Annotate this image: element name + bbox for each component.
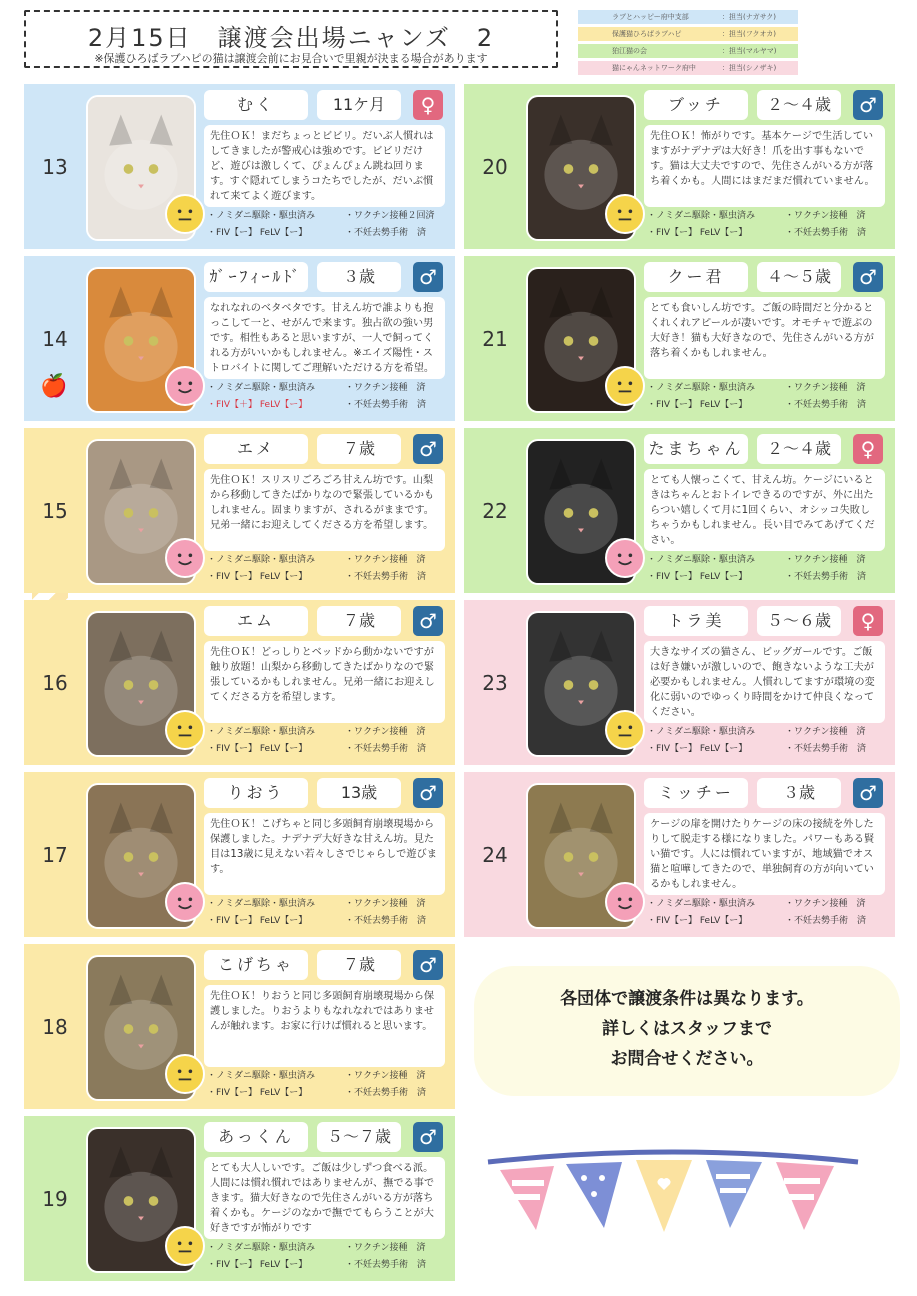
legend-item-green — [578, 44, 798, 58]
fiv-felv-status: ・FIV【ー】 FeLV【ー】 — [207, 1260, 308, 1270]
fiv-felv-status: ・FIV【ー】 FeLV【ー】 — [207, 1088, 308, 1098]
cat-medical-status — [647, 208, 887, 242]
cat-card — [24, 944, 455, 1109]
cat-number: 22 — [482, 498, 508, 523]
cat-age: 13歳 — [317, 778, 401, 808]
legend-item-yellow — [578, 27, 798, 41]
cat-age: ２〜４歳 — [757, 90, 841, 120]
cat-card — [24, 84, 455, 249]
cat-description: 先住ＯＫ！りおうと同じ多頭飼育崩壊現場から保護しました。りおうよりもなれなれではありませんが触れます。お家に行けば慣れると思います。 — [204, 985, 445, 1067]
deworm-status: ・ノミダニ駆除・駆虫済み — [647, 727, 756, 737]
cat-name: たまちゃん — [644, 434, 748, 464]
vaccine-status: ・ワクチン接種 済 — [785, 899, 866, 909]
vaccine-status: ・ワクチン接種 済 — [345, 1071, 426, 1081]
cat-description: 先住ＯＫ！こげちゃと同じ多頭飼育崩壊現場から保護しました。ナデナデ大好きな甘えん坊。見た目は13歳に見えない若々しさでじゃらしで遊びます。 — [204, 813, 445, 895]
cat-name: ミッチー — [644, 778, 748, 808]
fiv-felv-status: ・FIV【ー】 FeLV【ー】 — [207, 916, 308, 926]
heart-face-icon — [165, 538, 205, 578]
cat-name: ブッチ — [644, 90, 748, 120]
deworm-status: ・ノミダニ駆除・駆虫済み — [647, 555, 756, 565]
neutral-face-icon — [605, 194, 645, 234]
legend-staff: ：担当(フクオカ) — [722, 30, 777, 38]
notice-line: お問合せください。 — [610, 1049, 764, 1069]
neutral-face-icon — [165, 1226, 205, 1266]
fiv-felv-status: ・FIV【＋】 FeLV【ー】 — [207, 400, 308, 410]
deworm-status: ・ノミダニ駆除・駆虫済み — [207, 1243, 316, 1253]
male-icon: ♂ — [413, 606, 443, 636]
deworm-status: ・ノミダニ駆除・駆虫済み — [207, 383, 316, 393]
cat-number: 18 — [42, 1014, 68, 1039]
legend-staff: ：担当(ナガサク) — [722, 13, 777, 21]
neuter-status: ・不妊去勢手術 済 — [345, 1088, 427, 1098]
cat-name: クー君 — [644, 262, 748, 292]
male-icon: ♂ — [413, 1122, 443, 1152]
male-icon: ♂ — [413, 778, 443, 808]
cat-medical-status — [647, 896, 887, 930]
notice-line: 各団体で譲渡条件は異なります。 — [560, 989, 814, 1009]
cat-medical-status — [207, 208, 447, 242]
fiv-felv-status: ・FIV【ー】 FeLV【ー】 — [207, 228, 308, 238]
neuter-status: ・不妊去勢手術 済 — [785, 400, 867, 410]
cat-medical-status — [207, 1240, 447, 1274]
cat-name: りおう — [204, 778, 308, 808]
cat-age: ７歳 — [317, 434, 401, 464]
cat-description: とても大人しいです。ご飯は少しずつ食べる派。人間には慣れ慣れではありませんが、撫でる事できます。猫大好きなので先住さんがいる方が落ち着くかも。ケージのなかで撫でてもらうことが大好きですが怖がりです — [204, 1157, 445, 1239]
bunting-decoration — [484, 1148, 862, 1258]
female-icon: ♀ — [853, 434, 883, 464]
cat-age: ５〜６歳 — [757, 606, 841, 636]
cat-number: 13 — [42, 154, 68, 179]
notice-box — [474, 966, 900, 1096]
cat-age: ２〜４歳 — [757, 434, 841, 464]
page-subtitle: ※保護ひろばラブハピの猫は譲渡会前にお見合いで里親が決まる場合があります — [94, 52, 488, 65]
fiv-felv-status: ・FIV【ー】 FeLV【ー】 — [647, 744, 748, 754]
cat-number: 20 — [482, 154, 508, 179]
neuter-status: ・不妊去勢手術 済 — [785, 916, 867, 926]
cat-age: ３歳 — [757, 778, 841, 808]
fiv-felv-status: ・FIV【ー】 FeLV【ー】 — [647, 572, 748, 582]
cat-name: エム — [204, 606, 308, 636]
cat-name: こげちゃ — [204, 950, 308, 980]
fiv-felv-status: ・FIV【ー】 FeLV【ー】 — [647, 400, 748, 410]
cat-card — [464, 256, 895, 421]
neuter-status: ・不妊去勢手術 済 — [345, 228, 427, 238]
cat-age: ３歳 — [317, 262, 401, 292]
cat-description: 先住ＯＫ！スリスリごろごろ甘えん坊です。山梨から移動してきたばかりなので緊張しているかもしれません。固まりますが、されるがままです。兄弟一緒にお迎えしてくださる方を希望します。 — [204, 469, 445, 551]
cat-name: あっくん — [204, 1122, 308, 1152]
neuter-status: ・不妊去勢手術 済 — [785, 572, 867, 582]
cat-number: 14 — [42, 326, 68, 351]
heart-face-icon — [165, 882, 205, 922]
heart-face-icon — [605, 882, 645, 922]
cat-description: とても食いしん坊です。ご飯の時間だと分かるとくれくれアピールが凄いです。オモチャで遊ぶの大好き！猫も大好きなので、先住さんがいる方が落ち着くかもしれません。 — [644, 297, 885, 379]
cat-card — [24, 772, 455, 937]
male-icon: ♂ — [853, 262, 883, 292]
cat-number: 23 — [482, 670, 508, 695]
deworm-status: ・ノミダニ駆除・駆虫済み — [207, 727, 316, 737]
legend-org: 猫にゃんネットワーク府中 — [612, 64, 696, 72]
cat-medical-status — [207, 552, 447, 586]
cat-number: 24 — [482, 842, 508, 867]
cat-number: 15 — [42, 498, 68, 523]
legend-item-blue — [578, 10, 798, 24]
deworm-status: ・ノミダニ駆除・駆虫済み — [207, 211, 316, 221]
cat-medical-status — [207, 724, 447, 758]
deworm-status: ・ノミダニ駆除・駆虫済み — [647, 899, 756, 909]
male-icon: ♂ — [853, 90, 883, 120]
page-title: 2月15日 譲渡会出場ニャンズ 2 — [87, 24, 495, 52]
cat-card — [464, 600, 895, 765]
vaccine-status: ・ワクチン接種 済 — [785, 555, 866, 565]
male-icon: ♂ — [853, 778, 883, 808]
male-icon: ♂ — [413, 950, 443, 980]
deworm-status: ・ノミダニ駆除・駆虫済み — [647, 383, 756, 393]
cat-card — [24, 428, 455, 593]
vaccine-status: ・ワクチン接種 済 — [785, 383, 866, 393]
deworm-status: ・ノミダニ駆除・駆虫済み — [207, 555, 316, 565]
cat-name: ｶﾞｰﾌｨｰﾙﾄﾞ — [204, 262, 308, 292]
male-icon: ♂ — [413, 262, 443, 292]
cat-description: ケージの扉を開けたりケージの床の接続を外したりして脱走する様になりました。パワーもある賢い猫です。人には慣れていますが、地域猫でオス猫と喧嘩してきたので、単独飼育の方が向いているかもしれません。 — [644, 813, 885, 895]
cat-age: ７歳 — [317, 950, 401, 980]
cat-description: なれなれのベタベタです。甘えん坊で誰よりも抱っこして一と、せがんで来ます。独占欲の強い男です。相性もあると思いますが、一人で飼ってくれる方がいいかもしれません。※エイズ陽性・ストロバイトに関してご理解いただける方を希望。 — [204, 297, 445, 379]
vaccine-status: ・ワクチン接種 済 — [345, 899, 426, 909]
cat-name: トラ美 — [644, 606, 748, 636]
cat-medical-status — [207, 380, 447, 414]
neuter-status: ・不妊去勢手術 済 — [785, 744, 867, 754]
cat-card — [24, 1116, 455, 1281]
cat-description: 先住ＯＫ！まだちょっとビビリ。だいぶ人慣れはしてきましたが警戒心は強めです。ビビリだけど、遊びは激しくて、ぴょんぴょん跳ね回ります。すぐ隠れてしまうコたちでしたが、だいぶ慣れて来てよく遊びます。 — [204, 125, 445, 207]
female-icon: ♀ — [853, 606, 883, 636]
apple-icon: 🍎 — [40, 374, 68, 399]
neuter-status: ・不妊去勢手術 済 — [345, 916, 427, 926]
fiv-felv-status: ・FIV【ー】 FeLV【ー】 — [647, 916, 748, 926]
cat-medical-status — [647, 552, 887, 586]
heart-face-icon — [605, 538, 645, 578]
fiv-felv-status: ・FIV【ー】 FeLV【ー】 — [207, 744, 308, 754]
deworm-status: ・ノミダニ駆除・駆虫済み — [207, 899, 316, 909]
cat-medical-status — [207, 1068, 447, 1102]
cat-card — [464, 428, 895, 593]
cat-number: 16 — [42, 670, 68, 695]
deworm-status: ・ノミダニ駆除・駆虫済み — [207, 1071, 316, 1081]
neuter-status: ・不妊去勢手術 済 — [345, 572, 427, 582]
notice-line: 詳しくはスタッフまで — [602, 1019, 772, 1039]
neuter-status: ・不妊去勢手術 済 — [345, 1260, 427, 1270]
cat-number: 21 — [482, 326, 508, 351]
vaccine-status: ・ワクチン接種 済 — [785, 727, 866, 737]
cat-number: 19 — [42, 1186, 68, 1211]
fiv-felv-status: ・FIV【ー】 FeLV【ー】 — [647, 228, 748, 238]
vaccine-status: ・ワクチン接種 済 — [345, 383, 426, 393]
cat-card — [24, 256, 455, 421]
cat-name: むく — [204, 90, 308, 120]
page-header — [24, 10, 558, 68]
vaccine-status: ・ワクチン接種２回済 — [345, 211, 435, 221]
cat-description: 大きなサイズの猫さん、ビッグガールです。ご飯は好き嫌いが激しいので、飽きないような工夫が必要かもしれません。人慣れしてますが環境の変化に弱いのでゆっくり時間をかけて仲良くなってください。 — [644, 641, 885, 723]
legend-org: 保護猫ひろばラブハピ — [612, 30, 682, 38]
cat-card — [24, 600, 455, 765]
cat-name: エメ — [204, 434, 308, 464]
cat-medical-status — [647, 380, 887, 414]
vaccine-status: ・ワクチン接種 済 — [345, 555, 426, 565]
legend-org: ラブとハッピー府中支部 — [612, 13, 689, 21]
legend-staff: ：担当(マルヤマ) — [722, 47, 777, 55]
male-icon: ♂ — [413, 434, 443, 464]
legend-org: 狛江猫の会 — [612, 47, 647, 55]
vaccine-status: ・ワクチン接種 済 — [345, 1243, 426, 1253]
cat-number: 17 — [42, 842, 68, 867]
cat-age: ５〜７歳 — [317, 1122, 401, 1152]
neutral-face-icon — [165, 710, 205, 750]
vaccine-status: ・ワクチン接種 済 — [785, 211, 866, 221]
fiv-felv-status: ・FIV【ー】 FeLV【ー】 — [207, 572, 308, 582]
female-icon: ♀ — [413, 90, 443, 120]
neutral-face-icon — [165, 1054, 205, 1094]
neutral-face-icon — [605, 710, 645, 750]
neutral-face-icon — [165, 194, 205, 234]
cat-card — [464, 84, 895, 249]
neutral-face-icon — [605, 366, 645, 406]
neuter-status: ・不妊去勢手術 済 — [345, 744, 427, 754]
cat-medical-status — [647, 724, 887, 758]
cat-description: とても人懐っこくて、甘えん坊。ケージにいるときはちゃんとおトイレできるのですが、外に出たらつい嬉しくて月に1回くらい、オシッコ失敗しちゃうかもしれません。長い目でみてあげてください。 — [644, 469, 885, 551]
legend-item-pink — [578, 61, 798, 75]
cat-medical-status — [207, 896, 447, 930]
cat-card — [464, 772, 895, 937]
vaccine-status: ・ワクチン接種 済 — [345, 727, 426, 737]
cat-description: 先住ＯＫ！どっしりとベッドから動かないですが触り放題！山梨から移動してきたばかりなので緊張しているかもしれません。兄弟一緒にお迎えしてくださる方を希望します。 — [204, 641, 445, 723]
cat-age: 11ケ月 — [317, 90, 401, 120]
cat-age: ４〜５歳 — [757, 262, 841, 292]
heart-face-icon — [165, 366, 205, 406]
neuter-status: ・不妊去勢手術 済 — [345, 400, 427, 410]
cat-age: ７歳 — [317, 606, 401, 636]
deworm-status: ・ノミダニ駆除・駆虫済み — [647, 211, 756, 221]
neuter-status: ・不妊去勢手術 済 — [785, 228, 867, 238]
cat-description: 先住ＯＫ！怖がりです。基本ケージで生活していますがナデナデは大好き！爪を出す事もないです。猫は大丈夫ですので、先住さんがいる方が落ち着くかも。人間にはまだまだ慣れていません。 — [644, 125, 885, 207]
legend-staff: ：担当(シノザキ) — [722, 64, 777, 72]
